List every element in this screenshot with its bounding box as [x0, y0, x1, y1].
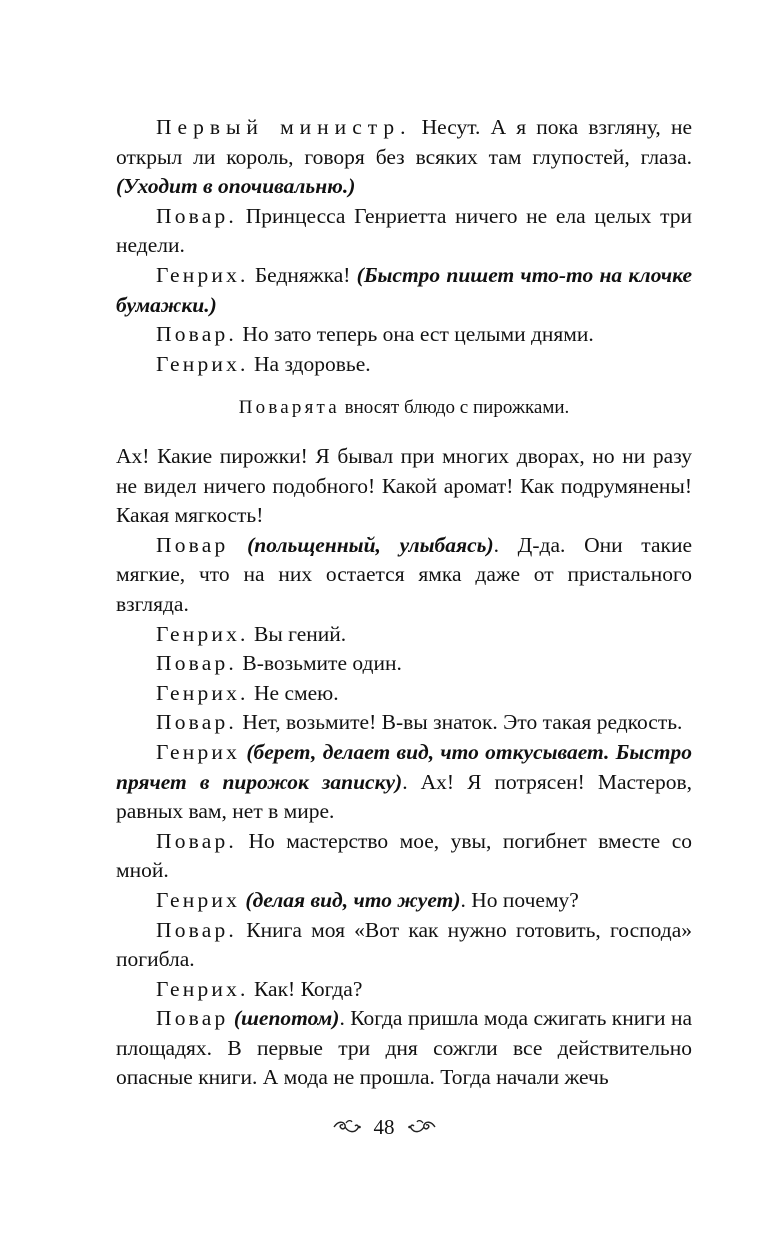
speaker-name: Генрих.: [156, 976, 249, 1001]
speaker-name: Повар.: [156, 322, 238, 347]
dialogue-line: [116, 886, 692, 916]
line-text: Бедняжка!: [248, 262, 357, 287]
dialogue-block-top: [116, 113, 692, 379]
line-text: В-возьмите один.: [237, 651, 402, 676]
speaker-name: Повар: [156, 1006, 229, 1031]
dialogue-line: [116, 531, 692, 620]
line-text: Книга моя «Вот как нужно готовить, господа» погибла.: [116, 917, 692, 972]
dialogue-line: [116, 202, 692, 261]
line-after: . Но почему?: [460, 887, 579, 912]
dialogue-line: [116, 708, 692, 738]
speaker-name: Генрих.: [156, 351, 249, 376]
line-text: Вы гений.: [248, 621, 347, 646]
stage-text: вносят блюдо с пирожками.: [339, 397, 570, 418]
stage-note: (польщенный, улыбаясь): [247, 532, 494, 557]
dialogue-line: [116, 649, 692, 679]
line-text: Как! Когда?: [248, 976, 363, 1001]
dialogue-line: [116, 320, 692, 350]
stage-note: (Уходит в опочивальню.): [116, 174, 356, 199]
line-after: . Когда пришла мода сжигать книги на площадях. В первые три дня сожгли все действительно опасные книги. А мода не прошла. Тогда начали жечь: [116, 1006, 693, 1090]
speaker-name: Генрих: [156, 739, 241, 764]
dialogue-line: [116, 620, 692, 650]
speaker-name: Повар.: [156, 917, 238, 942]
line-text: Не смею.: [248, 680, 339, 705]
speaker-name: Повар: [156, 532, 229, 557]
line-text: Несут. А я пока взгляну, не открыл ли король, говоря без всяких там глупостей, глаза.: [116, 115, 692, 169]
line-text: Но мастерство мое, увы, погибнет вместе со мной.: [116, 828, 692, 883]
continuation-paragraph: Ах! Какие пирожки! Я бывал при многих дворах, но ни разу не видел ничего подобного! Какой аромат! Как подрумянены! Какая мягкость!: [116, 444, 692, 528]
page-number: 48: [373, 1115, 395, 1139]
dialogue-line: [116, 827, 692, 886]
dialogue-line: [116, 113, 692, 202]
dialogue-line: [116, 679, 692, 709]
dialogue-line: [116, 350, 692, 380]
page-footer: [0, 1113, 768, 1143]
dialogue-line: [116, 738, 692, 827]
line-text: На здоровье.: [248, 351, 371, 376]
speaker-name: Повар.: [156, 651, 238, 676]
stage-actor: Поварята: [238, 397, 340, 418]
dialogue-line: [116, 261, 692, 320]
line-after: . Д-да. Они такие мягкие, что на них остается ямка даже от пристального взгляда.: [116, 532, 692, 616]
speaker-name: Генрих.: [156, 262, 249, 287]
speaker-name: Повар.: [156, 710, 238, 735]
dialogue-block-bottom: [116, 442, 692, 1093]
line-text: Нет, возьмите! В-вы знаток. Это такая редкость.: [237, 710, 683, 735]
speaker-name: Генрих.: [156, 680, 249, 705]
line-after: . Ах! Я потрясен! Мастеров, равных вам, нет в мире.: [116, 769, 692, 824]
right-ornament-icon: [407, 1115, 437, 1143]
speaker-name: Генрих.: [156, 621, 249, 646]
dialogue-line: [116, 916, 692, 975]
stage-note: (Быстро пишет что-то на клочке бумажки.): [116, 262, 692, 317]
speaker-name: Повар.: [156, 203, 238, 228]
stage-direction: [116, 393, 692, 422]
speaker-name: Первый министр.: [156, 115, 412, 139]
dialogue-line: [116, 1004, 692, 1093]
speaker-name: Генрих: [156, 887, 241, 912]
left-ornament-icon: [332, 1115, 362, 1143]
stage-direction-block: [116, 393, 692, 422]
stage-note: (делая вид, что жует): [245, 887, 461, 912]
line-text: Принцесса Генриетта ничего не ела целых три недели.: [116, 203, 692, 258]
speaker-name: Повар.: [156, 828, 238, 853]
line-text: Но зато теперь она ест целыми днями.: [237, 322, 594, 347]
stage-note: (шепотом): [233, 1006, 340, 1031]
dialogue-line: [116, 975, 692, 1005]
stage-note: (берет, делает вид, что откусывает. Быстро прячет в пирожок записку): [116, 739, 693, 794]
line-text: [228, 533, 247, 557]
